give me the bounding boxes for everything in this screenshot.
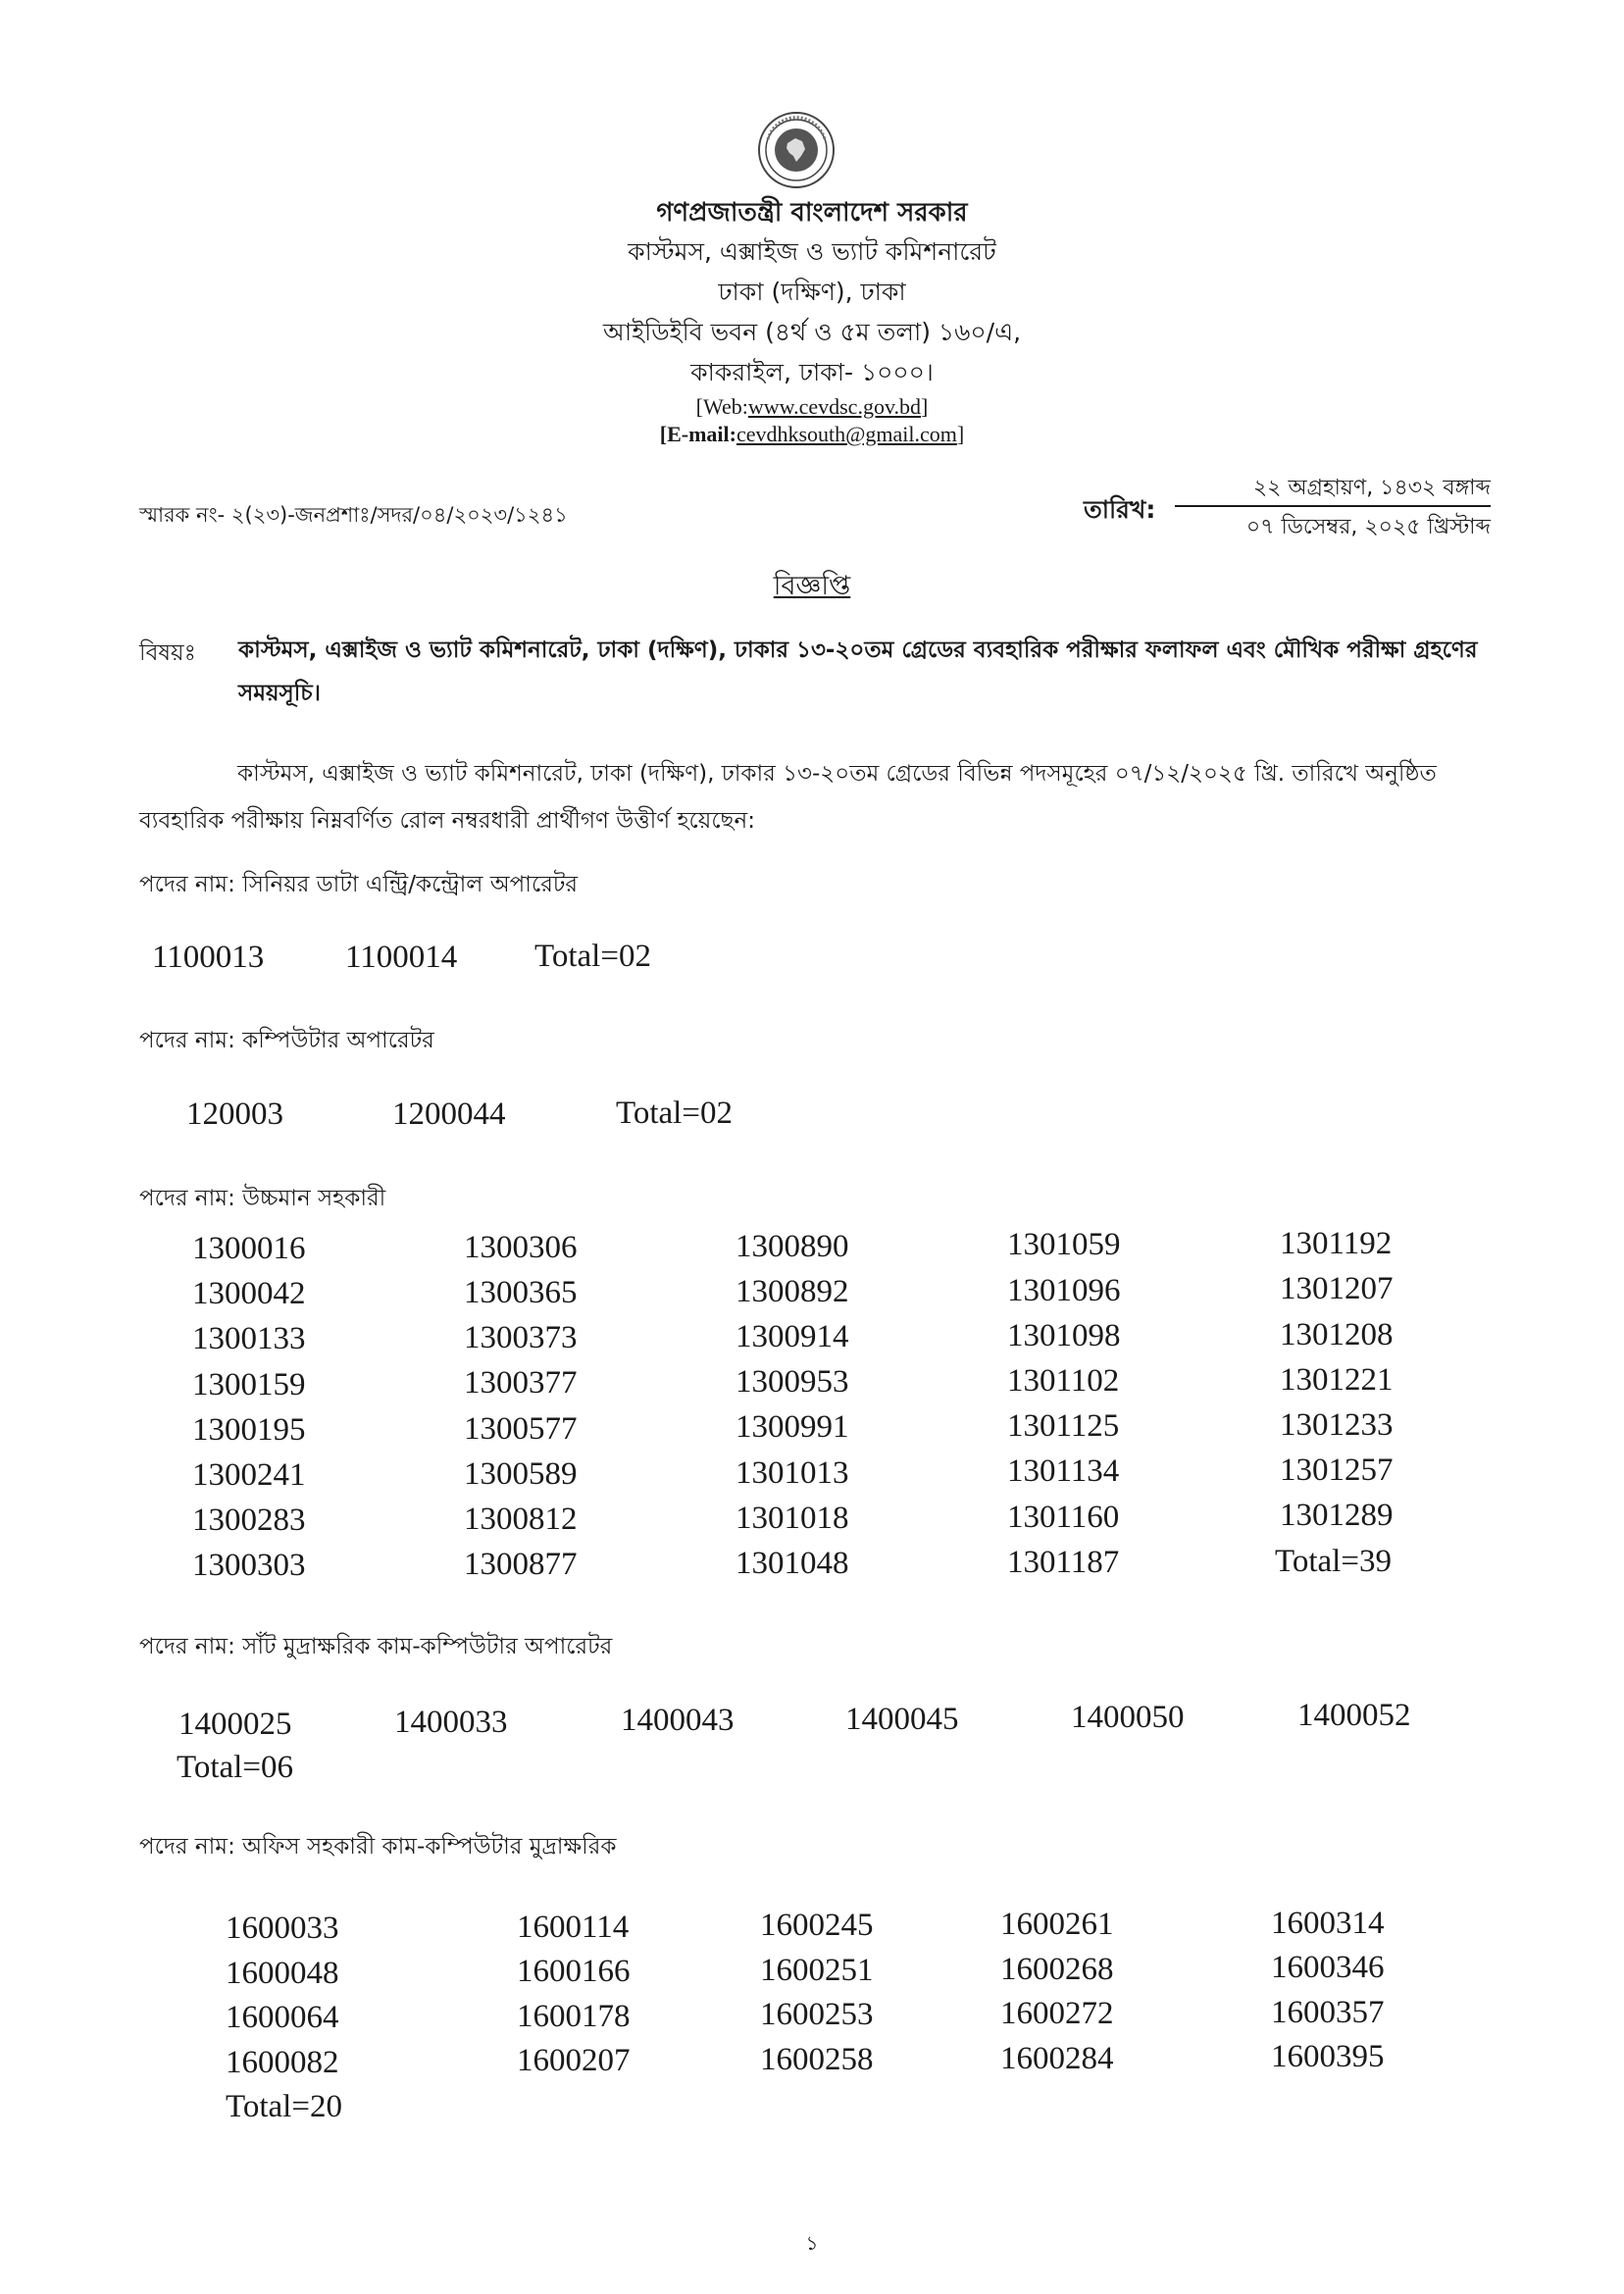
roll-number: 1301208 <box>1280 1316 1394 1352</box>
body-text: কাস্টমস, এক্সাইজ ও ভ্যাট কমিশনারেট, ঢাকা (দক্ষিণ), ঢাকার ১৩-২০তম গ্রেডের বিভিন্ন পদসমূহের ০৭/১২/২০২৫ খ্রি. তারিখে অনুষ্ঠিত ব্যবহারিক পরীক্ষায় নিম্নবর্ণিত রোল নম্বরধারী প্রার্থীগণ উত্তীর্ণ হয়েছেন: <box>139 761 1437 834</box>
date-bangla: ২২ অগ্রহায়ণ, ১৪৩২ বঙ্গাব্দ <box>1252 476 1491 500</box>
web-link[interactable]: www.cevdsc.gov.bd <box>747 394 922 419</box>
roll-number: 1600082 <box>226 2044 339 2080</box>
roll-number: 1400052 <box>1297 1698 1411 1733</box>
roll-number: 1600251 <box>760 1952 874 1988</box>
roll-number: 1300195 <box>192 1411 306 1448</box>
roll-number: 1400043 <box>621 1703 735 1738</box>
roll-number: 1300283 <box>192 1503 306 1539</box>
roll-number: 1600166 <box>517 1954 631 1990</box>
web-close: ] <box>921 394 929 419</box>
roll-number: 1600114 <box>517 1909 630 1945</box>
roll-number: 1600178 <box>517 1998 631 2034</box>
roll-number: 1300577 <box>464 1410 578 1447</box>
post-title-3: পদের নাম: উচ্চমান সহকারী <box>139 1186 386 1211</box>
roll-number: 1600268 <box>1000 1951 1114 1987</box>
roll-number: 1300133 <box>192 1321 306 1357</box>
post-title-4: পদের নাম: সাঁট মুদ্রাক্ষরিক কাম-কম্পিউটার অপারেটর <box>139 1634 613 1659</box>
roll-number: 1300042 <box>192 1276 306 1312</box>
date-divider <box>1175 505 1491 507</box>
roll-number: 1301207 <box>1280 1271 1394 1307</box>
government-seal-icon <box>756 110 837 190</box>
date-label: তারিখ: <box>1084 495 1156 524</box>
roll-number: 1400033 <box>394 1705 508 1740</box>
roll-number: 1600261 <box>1000 1907 1114 1943</box>
roll-number: 120003 <box>186 1096 283 1132</box>
roll-number: 1301221 <box>1280 1361 1394 1398</box>
roll-number: 1301192 <box>1280 1226 1393 1262</box>
roll-number: 1301018 <box>736 1500 849 1536</box>
roll-number: 1301257 <box>1280 1453 1394 1489</box>
email-label: [E-mail: <box>659 422 736 446</box>
roll-number: 1100014 <box>345 940 458 975</box>
roll-number: 1301134 <box>1007 1453 1120 1490</box>
roll-number: 1600395 <box>1271 2039 1385 2075</box>
roll-number: 1400050 <box>1071 1700 1185 1735</box>
roll-number: 1300953 <box>736 1364 849 1401</box>
post-title-2: পদের নাম: কম্পিউটার অপারেটর <box>139 1028 434 1053</box>
post-total: Total=20 <box>226 2089 342 2124</box>
roll-number: 1301125 <box>1007 1408 1120 1445</box>
roll-number: 1400025 <box>178 1707 292 1742</box>
roll-number: 1300241 <box>192 1457 306 1493</box>
post-total: Total=02 <box>616 1096 733 1131</box>
roll-number: 1600048 <box>226 1955 339 1991</box>
roll-number: 1300016 <box>192 1231 306 1266</box>
office-name: কাস্টমস, এক্সাইজ ও ভ্যাট কমিশনারেট <box>628 237 996 266</box>
office-location: ঢাকা (দক্ষিণ), ঢাকা <box>718 278 906 306</box>
post-title-1: পদের নাম: সিনিয়র ডাটা এন্ট্রি/কন্ট্রোল অপারেটর <box>139 872 579 897</box>
office-city: কাকরাইল, ঢাকা- ১০০০। <box>690 358 934 386</box>
roll-number: 1100013 <box>152 940 265 975</box>
roll-number: 1600314 <box>1271 1905 1385 1941</box>
roll-number: 1301102 <box>1007 1363 1120 1399</box>
date-gregorian: ০৭ ডিসেম্বর, ২০২৫ খ্রিস্টাব্দ <box>1245 515 1491 539</box>
roll-number: 1301048 <box>736 1546 849 1581</box>
roll-number: 1600284 <box>1000 2040 1114 2076</box>
post-total: Total=02 <box>534 939 651 974</box>
body-paragraph <box>139 750 1483 844</box>
govt-name: গণপ্রজাতন্ত্রী বাংলাদেশ সরকার <box>656 198 968 228</box>
roll-number: 1300159 <box>192 1366 306 1402</box>
roll-number: 1600207 <box>517 2043 631 2079</box>
web-line <box>0 394 1624 420</box>
roll-number: 1600245 <box>760 1908 874 1944</box>
roll-number: 1300377 <box>464 1365 578 1402</box>
email-close: ] <box>956 422 965 446</box>
post-total: Total=06 <box>177 1750 293 1785</box>
subject-text: কাস্টমস, এক্সাইজ ও ভ্যাট কমিশনারেট, ঢাকা (দক্ষিণ), ঢাকার ১৩-২০তম গ্রেডের ব্যবহারিক পরীক্ষার ফলাফল এবং মৌখিক পরীক্ষা গ্রহণের সময়সূচি। <box>238 637 1478 706</box>
roll-number: 1301233 <box>1280 1407 1394 1443</box>
roll-number: 1301096 <box>1007 1272 1121 1308</box>
subject-label: বিষয়ঃ <box>139 640 196 666</box>
roll-number: 1300892 <box>736 1273 849 1309</box>
roll-number: 1200044 <box>392 1096 506 1132</box>
roll-number: 1600033 <box>226 1911 339 1946</box>
memo-number: স্মারক নং- ২(২৩)-জনপ্রশাঃ/সদর/০৪/২০২৩/১২৪১ <box>139 503 568 527</box>
post-total: Total=39 <box>1275 1543 1392 1579</box>
post-title-5: পদের নাম: অফিস সহকারী কাম-কম্পিউটার মুদ্রাক্ষরিক <box>139 1834 617 1860</box>
roll-number: 1301013 <box>736 1454 849 1491</box>
roll-number: 1301187 <box>1007 1544 1120 1580</box>
email-line <box>0 422 1624 447</box>
office-address: আইডিইবি ভবন (৪র্থ ও ৫ম তলা) ১৬০/এ, <box>602 318 1022 346</box>
roll-number: 1300812 <box>464 1502 578 1537</box>
roll-number: 1300991 <box>736 1409 849 1446</box>
roll-number: 1300365 <box>464 1275 578 1310</box>
roll-number: 1301059 <box>1007 1227 1121 1263</box>
roll-number: 1600064 <box>226 2000 339 2035</box>
roll-number: 1301098 <box>1007 1317 1121 1353</box>
roll-number: 1400045 <box>845 1702 959 1737</box>
page-number: ১ <box>805 2231 819 2255</box>
roll-number: 1300306 <box>464 1229 578 1265</box>
roll-number: 1301289 <box>1280 1498 1394 1534</box>
notice-title: বিজ্ঞপ্তি <box>773 571 851 601</box>
roll-number: 1300303 <box>192 1548 306 1584</box>
roll-number: 1300877 <box>464 1547 578 1583</box>
web-label: [Web: <box>695 394 748 419</box>
roll-number: 1301160 <box>1007 1499 1120 1535</box>
roll-number: 1300589 <box>464 1455 578 1492</box>
roll-number: 1300914 <box>736 1319 849 1354</box>
roll-number: 1600357 <box>1271 1994 1385 2030</box>
roll-number: 1300890 <box>736 1228 849 1264</box>
roll-number: 1600346 <box>1271 1950 1385 1986</box>
roll-number: 1600272 <box>1000 1996 1114 2032</box>
email-link[interactable]: cevdhksouth@gmail.com <box>736 422 957 446</box>
roll-number: 1300373 <box>464 1320 578 1356</box>
roll-number: 1600253 <box>760 1997 874 2033</box>
roll-number: 1600258 <box>760 2041 874 2077</box>
